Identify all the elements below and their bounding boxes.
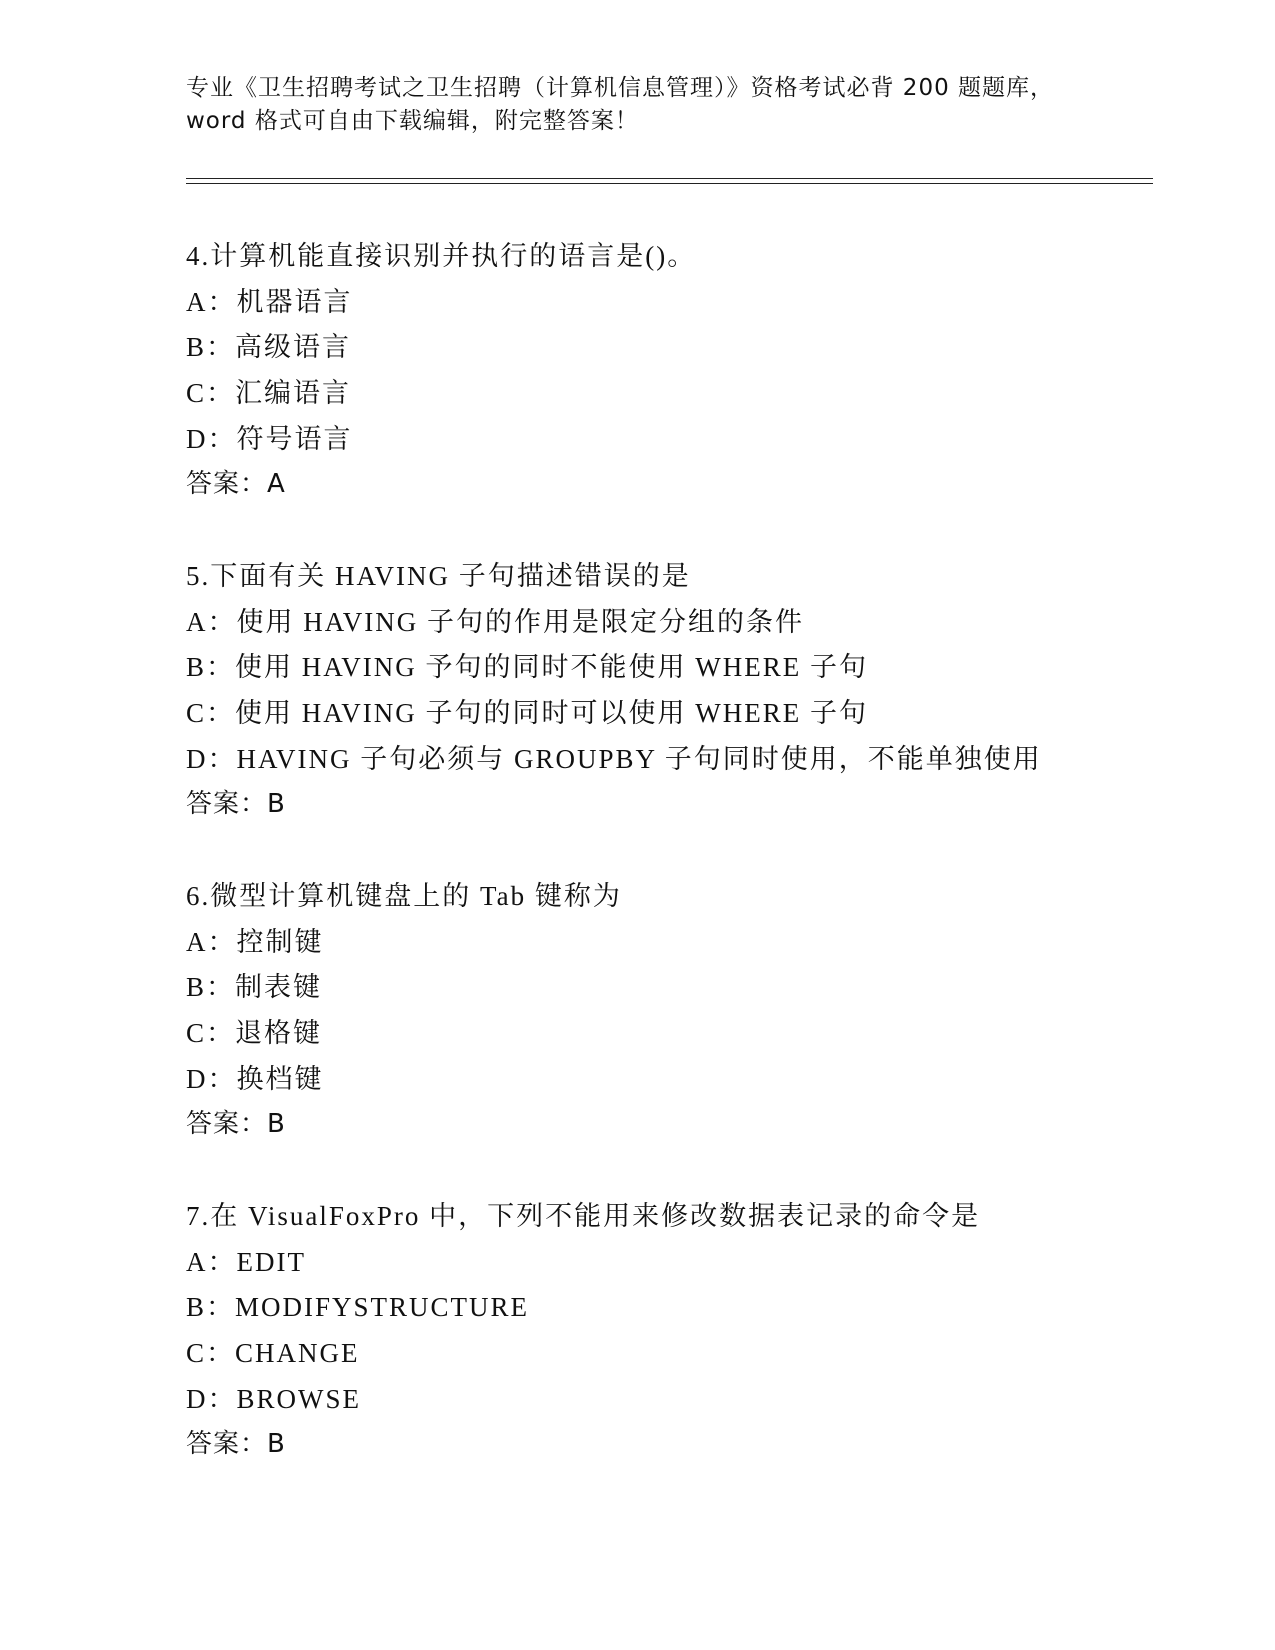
header-divider-bottom (186, 183, 1153, 184)
option-d: D：HAVING 子句必须与 GROUPBY 子句同时使用，不能单独使用 (186, 743, 1042, 774)
option-c: C：CHANGE (186, 1338, 360, 1369)
header-divider-top (186, 178, 1153, 179)
question-stem: 6.微型计算机键盘上的 Tab 键称为 (186, 881, 622, 911)
answer-line: 答案：B (186, 789, 286, 820)
question-stem: 7.在 VisualFoxPro 中，下列不能用来修改数据表记录的命令是 (186, 1201, 981, 1231)
option-d: D：BROWSE (186, 1383, 362, 1414)
option-a: A：使用 HAVING 子句的作用是限定分组的条件 (186, 606, 805, 637)
answer-line: 答案：A (186, 469, 286, 500)
option-a: A：控制键 (186, 926, 324, 957)
option-b: B：制表键 (186, 972, 323, 1003)
option-a: A：EDIT (186, 1246, 306, 1277)
option-c: C：汇编语言 (186, 378, 352, 409)
document-header (186, 72, 1086, 138)
header-line-1: 专业《卫生招聘考试之卫生招聘（计算机信息管理）》资格考试必背 200 题题库， (186, 75, 1055, 101)
option-b: B：高级语言 (186, 332, 352, 363)
option-d: D：换档键 (186, 1063, 324, 1094)
question-4 (186, 234, 1186, 508)
answer-line: 答案：B (186, 1109, 286, 1140)
option-d: D：符号语言 (186, 423, 353, 454)
question-6 (186, 874, 1186, 1148)
option-a: A：机器语言 (186, 286, 353, 317)
question-stem: 4.计算机能直接识别并执行的语言是()。 (186, 241, 697, 271)
option-b: B：使用 HAVING 予句的同时不能使用 WHERE 子句 (186, 652, 868, 683)
question-5 (186, 554, 1186, 828)
question-7 (186, 1194, 1186, 1468)
option-c: C：使用 HAVING 子句的同时可以使用 WHERE 子句 (186, 698, 868, 729)
header-line-2: word 格式可自由下载编辑，附完整答案！ (186, 108, 639, 134)
question-stem: 5.下面有关 HAVING 子句描述错误的是 (186, 561, 691, 591)
answer-line: 答案：B (186, 1429, 286, 1460)
option-c: C：退格键 (186, 1018, 323, 1049)
option-b: B：MODIFYSTRUCTURE (186, 1292, 530, 1323)
